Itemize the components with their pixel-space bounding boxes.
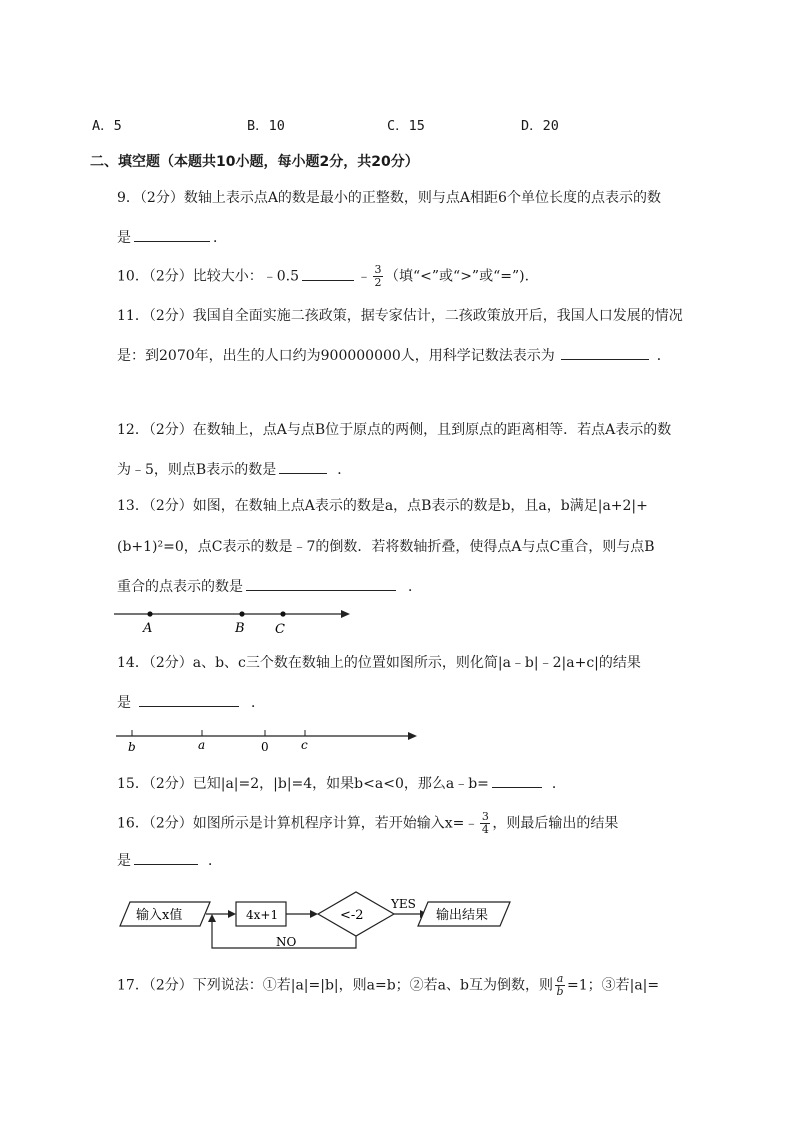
q16-text-b: ，则最后输出的结果 [492, 815, 619, 832]
q13-line3 [117, 576, 422, 597]
q16-den: 4 [481, 823, 489, 836]
q11-answer-blank [561, 345, 649, 360]
q13-line2: (b+1)²=0，点C表示的数是﹣7的倒数．若将数轴折叠，使得点A与点C重合，则与点B [117, 539, 655, 555]
q16-line2 [117, 850, 222, 871]
q10-text-b: （填“<”或“>”或“=”). [385, 268, 530, 285]
q12-line2 [117, 459, 351, 480]
choice-c: C．15 [387, 118, 425, 134]
q13-line3-a: 重合的点表示的数是 [117, 579, 243, 595]
q9-line2 [117, 227, 227, 248]
q16-answer-blank [134, 850, 198, 865]
flow-input-label: 输入x值 [136, 908, 183, 923]
q17-text-b: =1；③若|a|= [566, 977, 660, 994]
q14-label-b: b [128, 740, 136, 754]
q12-line1: 12．（2分）在数轴上，点A与点B位于原点的两侧，且到原点的距离相等．若点A表示的数 [117, 422, 672, 438]
flow-yes-label: YES [391, 897, 416, 911]
q16-flowchart [112, 888, 522, 954]
q14-label-a: a [198, 738, 206, 752]
flow-arrowhead-1 [228, 910, 236, 918]
q15-text-b: ． [551, 776, 566, 792]
q10-minus: ﹣ [357, 268, 371, 285]
q9-line2-b: ． [213, 230, 227, 246]
q13-line3-b: ． [408, 579, 422, 595]
q17-text-a: 17．（2分）下列说法：①若|a|=|b|，则a=b；②若a、b互为倒数，则 [117, 977, 553, 994]
flow-no-label: NO [276, 935, 297, 949]
q16-line2-a: 是 [117, 853, 131, 869]
q14-arrow [408, 732, 417, 740]
q11-line1: 11．（2分）我国自全面实施二孩政策，据专家估计，二孩政策放开后，我国人口发展的情况 [117, 308, 683, 324]
q13-point-a [147, 611, 152, 616]
q17-line [117, 973, 659, 998]
q14-label-c: c [301, 738, 308, 752]
q10-line [117, 264, 529, 289]
q14-line1: 14．（2分）a、b、c三个数在数轴上的位置如图所示，则化简|a﹣b|﹣2|a+c|的结果 [117, 655, 641, 671]
q10-fraction [373, 264, 383, 289]
q9-line2-a: 是 [117, 230, 131, 246]
q15-answer-blank [492, 773, 542, 788]
flow-arrowhead-2 [310, 910, 318, 918]
q13-label-b: B [235, 621, 245, 636]
q13-point-c [280, 611, 285, 616]
q16-num: 3 [481, 810, 489, 823]
section-heading: 二、填空题（本题共10小题，每小题2分，共20分） [90, 154, 419, 170]
q12-line2-a: 为﹣5，则点B表示的数是 [117, 462, 277, 478]
q15-text-a: 15．（2分）已知|a|=2，|b|=4，如果b<a<0，那么a﹣b= [117, 776, 489, 792]
q13-point-b [239, 611, 244, 616]
q9-line1: 9．（2分）数轴上表示点A的数是最小的正整数，则与点A相距6个单位长度的点表示的数 [117, 190, 661, 206]
q10-num: 3 [374, 263, 382, 276]
q16-text-a: 16．（2分）如图所示是计算机程序计算，若开始输入x= [117, 815, 465, 832]
q17-den: b [556, 985, 564, 998]
q13-arrow [341, 610, 350, 618]
q11-line2-a: 是：到2070年，出生的人口约为900000000人，用科学记数法表示为 [117, 348, 555, 364]
q14-number-line [112, 726, 422, 756]
q16-minus: ﹣ [464, 815, 479, 832]
choice-d: D．20 [521, 118, 559, 134]
q10-text-a: 10．（2分）比较大小：﹣0.5 [117, 268, 299, 285]
q14-label-0: 0 [261, 740, 269, 754]
choice-b: B．10 [247, 118, 285, 134]
flow-condition-label: <-2 [340, 908, 364, 923]
q14-line2-b: ． [251, 695, 265, 711]
flow-output-label: 输出结果 [436, 908, 489, 923]
q17-num: a [556, 972, 564, 985]
q12-line2-b: ． [337, 462, 352, 478]
q13-line1: 13．（2分）如图，在数轴上点A表示的数是a，点B表示的数是b，且a，b满足|a+2|+ [117, 498, 648, 514]
flow-calc-label: 4x+1 [246, 908, 279, 922]
q13-number-line [110, 600, 360, 640]
q15-line [117, 773, 566, 794]
q12-answer-blank [279, 459, 327, 474]
q13-label-c: C [275, 622, 285, 637]
q11-line2 [117, 345, 671, 366]
q17-fraction [555, 973, 565, 998]
q16-fraction [480, 811, 490, 836]
q9-answer-blank [134, 227, 210, 242]
q13-answer-blank [246, 576, 396, 591]
q14-line2 [117, 692, 265, 713]
q14-line2-a: 是 [117, 695, 131, 711]
q16-line2-b: ． [208, 853, 222, 869]
q13-label-a: A [143, 621, 153, 636]
q10-den: 2 [374, 276, 382, 289]
choice-a: A．5 [92, 118, 122, 134]
q11-line2-b: ． [656, 348, 671, 364]
flow-arrowhead-no [208, 914, 216, 922]
q14-answer-blank [139, 692, 239, 707]
q10-answer-blank [302, 266, 354, 281]
q16-line1 [117, 811, 618, 836]
